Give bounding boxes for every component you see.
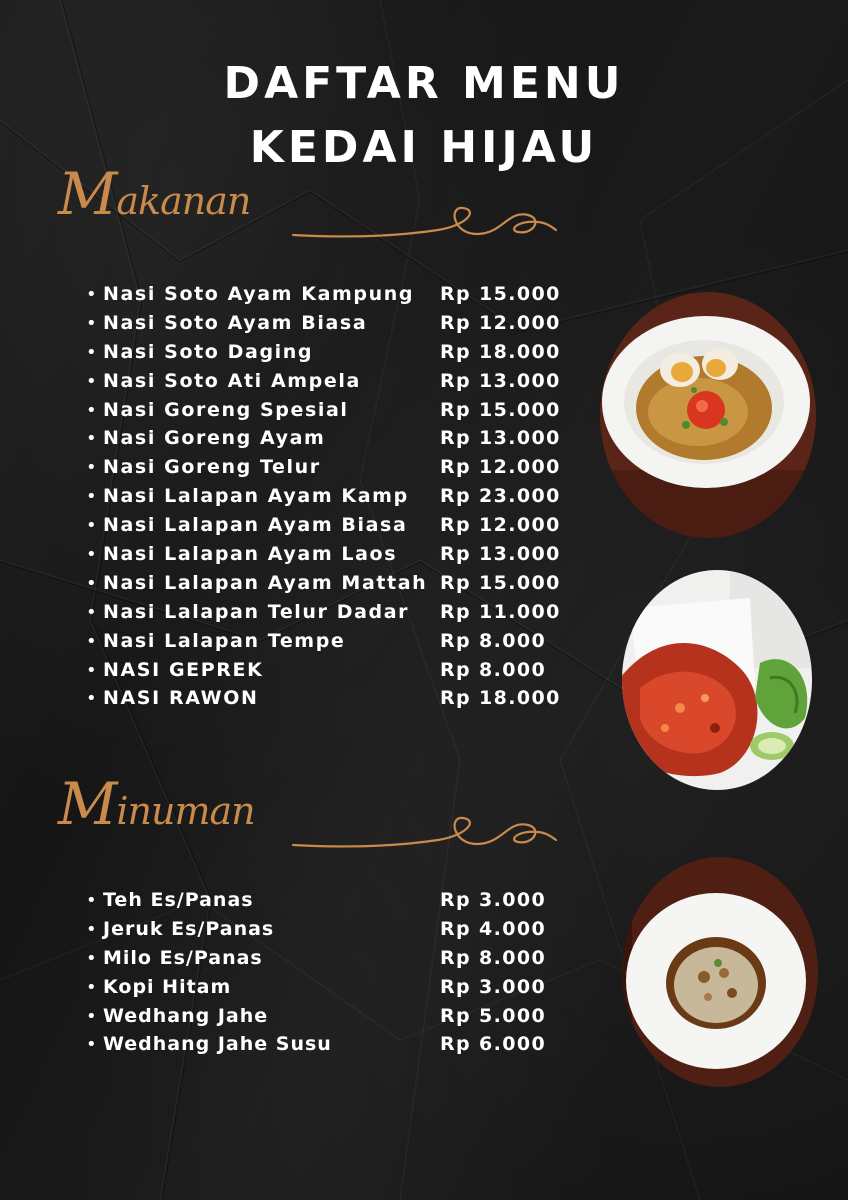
menu-item-price: Rp 8.000 bbox=[440, 946, 547, 969]
bullet-icon: • bbox=[86, 341, 97, 363]
menu-item-name: Milo Es/Panas bbox=[103, 946, 263, 969]
drink-heading-text: Minuman bbox=[58, 770, 255, 838]
menu-item-price: Rp 18.000 bbox=[440, 340, 561, 363]
menu-item-name: Jeruk Es/Panas bbox=[103, 917, 275, 940]
menu-item-name: Nasi Soto Ayam Kampung bbox=[103, 283, 415, 305]
bullet-icon: • bbox=[86, 1005, 97, 1027]
menu-item-name: Nasi Goreng Ayam bbox=[103, 427, 326, 450]
menu-item-price: Rp 8.000 bbox=[440, 658, 547, 681]
menu-item-price: Rp 23.000 bbox=[440, 485, 561, 508]
bullet-icon: • bbox=[86, 572, 97, 594]
menu-item-price: Rp 4.000 bbox=[440, 917, 547, 940]
drink-section-heading bbox=[58, 770, 558, 890]
menu-item-price: Rp 12.000 bbox=[440, 311, 561, 334]
menu-item-name: Kopi Hitam bbox=[103, 975, 232, 998]
menu-item-name: Nasi Goreng Spesial bbox=[103, 398, 349, 421]
menu-item-name: Nasi Goreng Telur bbox=[103, 456, 321, 479]
menu-item-name: Nasi Lalapan Ayam Mattah bbox=[103, 571, 428, 594]
rawon-photo bbox=[620, 855, 820, 1090]
food-heading-text: Makanan bbox=[58, 160, 251, 228]
bullet-icon: • bbox=[86, 428, 97, 450]
menu-item-name: Nasi Lalapan Ayam Kamp bbox=[103, 485, 409, 508]
bullet-icon: • bbox=[86, 515, 97, 537]
menu-title-line1: DAFTAR MENU bbox=[223, 58, 625, 109]
menu-item-name: Nasi Lalapan Ayam Biasa bbox=[103, 514, 408, 537]
bullet-icon: • bbox=[86, 1034, 97, 1056]
menu-item-name: Wedhang Jahe bbox=[103, 1004, 269, 1027]
bullet-icon: • bbox=[86, 688, 97, 710]
flourish-decoration bbox=[288, 800, 558, 860]
menu-item-name: Nasi Lalapan Tempe bbox=[103, 629, 346, 652]
bullet-icon: • bbox=[86, 312, 97, 334]
menu-item-price: Rp 5.000 bbox=[440, 1004, 547, 1027]
bullet-icon: • bbox=[86, 659, 97, 681]
bullet-icon: • bbox=[86, 486, 97, 508]
menu-item-name: Teh Es/Panas bbox=[103, 889, 254, 911]
bullet-icon: • bbox=[86, 601, 97, 623]
menu-item-name: Nasi Soto Daging bbox=[103, 340, 314, 363]
flourish-decoration bbox=[288, 190, 558, 250]
menu-item-name: NASI GEPREK bbox=[103, 658, 264, 681]
menu-item-price: Rp 12.000 bbox=[440, 456, 561, 479]
menu-item-price: Rp 13.000 bbox=[440, 369, 561, 392]
food-section-heading bbox=[58, 160, 558, 280]
menu-item-name: NASI RAWON bbox=[103, 687, 259, 710]
bullet-icon: • bbox=[86, 284, 97, 305]
menu-item-price: Rp 18.000 bbox=[440, 687, 561, 710]
bullet-icon: • bbox=[86, 370, 97, 392]
bullet-icon: • bbox=[86, 399, 97, 421]
soto-photo bbox=[598, 290, 818, 540]
bullet-icon: • bbox=[86, 918, 97, 940]
bullet-icon: • bbox=[86, 630, 97, 652]
menu-item-price: Rp 12.000 bbox=[440, 514, 561, 537]
menu-item-price: Rp 13.000 bbox=[440, 427, 561, 450]
bullet-icon: • bbox=[86, 544, 97, 566]
menu-item-name: Nasi Lalapan Telur Dadar bbox=[103, 600, 410, 623]
geprek-photo bbox=[620, 568, 815, 793]
menu-item-price: Rp 8.000 bbox=[440, 629, 547, 652]
menu-item-name: Nasi Soto Ayam Biasa bbox=[103, 311, 368, 334]
menu-item-price: Rp 15.000 bbox=[440, 571, 561, 594]
menu-item-price: Rp 13.000 bbox=[440, 543, 561, 566]
menu-item-price: Rp 6.000 bbox=[440, 1033, 547, 1056]
menu-item-price: Rp 15.000 bbox=[440, 283, 561, 305]
bullet-icon: • bbox=[86, 976, 97, 998]
menu-item-name: Wedhang Jahe Susu bbox=[103, 1033, 332, 1056]
bullet-icon: • bbox=[86, 457, 97, 479]
menu-item-price: Rp 3.000 bbox=[440, 975, 547, 998]
menu-item-price: Rp 11.000 bbox=[440, 600, 561, 623]
menu-item-price: Rp 15.000 bbox=[440, 398, 561, 421]
menu-title-line2: KEDAI HIJAU bbox=[249, 122, 599, 173]
bullet-icon: • bbox=[86, 890, 97, 911]
menu-item-name: Nasi Soto Ati Ampela bbox=[103, 369, 361, 392]
menu-item-price: Rp 3.000 bbox=[440, 889, 547, 911]
bullet-icon: • bbox=[86, 947, 97, 969]
menu-item-name: Nasi Lalapan Ayam Laos bbox=[103, 543, 398, 566]
